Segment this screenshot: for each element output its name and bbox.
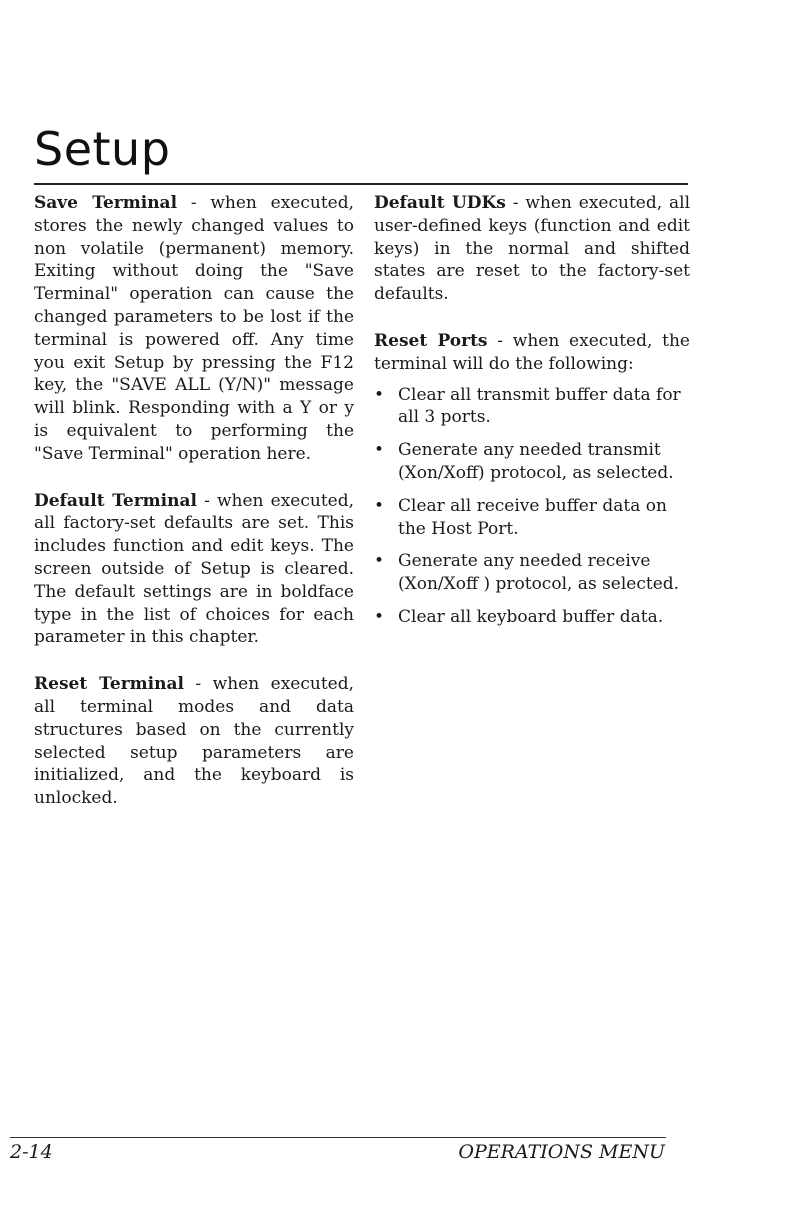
reset-ports-term: Reset Ports xyxy=(374,330,488,351)
title-rule xyxy=(34,183,688,185)
list-item-text: Clear all receive buffer data on the Host Port. xyxy=(398,495,667,539)
left-column xyxy=(34,192,354,810)
page-number: 2-14 xyxy=(10,1141,53,1163)
bullet-icon: • xyxy=(374,606,385,627)
section-name: OPERATIONS MENU xyxy=(458,1141,665,1163)
bullet-icon: • xyxy=(374,440,385,461)
save-terminal-paragraph xyxy=(34,192,354,466)
reset-terminal-term: Reset Terminal xyxy=(34,674,184,695)
bullet-icon: • xyxy=(374,495,385,516)
list-item xyxy=(374,550,690,596)
right-column xyxy=(374,192,690,639)
list-item-text: Generate any needed receive (Xon/Xoff ) protocol, as selected. xyxy=(398,551,680,595)
reset-terminal-paragraph xyxy=(34,673,354,810)
list-item-text: Clear all transmit buffer data for all 3 ports. xyxy=(398,384,681,428)
save-terminal-text: - when executed, stores the newly changed values to non volatile (permanent) memory. Exiting without doing the "Save Terminal" operation can cause the changed parameters to be lost if the terminal is powered off. Any time you exit Setup by pressing the F12 key, the "SAVE ALL (Y/N)" message will blink. Responding with a Y or y is equivalent to performing the "Save Terminal" operation here. xyxy=(34,193,355,464)
default-udks-paragraph xyxy=(374,192,690,306)
reset-terminal-text: - when executed, all terminal modes and data structures based on the currently selected setup parameters are initialized, and the keyboard is unlocked. xyxy=(34,674,354,809)
list-item xyxy=(374,384,690,430)
default-terminal-paragraph xyxy=(34,490,354,650)
footer-rule xyxy=(10,1137,666,1138)
save-terminal-term: Save Terminal xyxy=(34,193,178,213)
list-item-text: Generate any needed transmit (Xon/Xoff) protocol, as selected. xyxy=(398,440,674,483)
default-udks-term: Default UDKs xyxy=(374,193,506,213)
reset-ports-paragraph xyxy=(374,330,690,376)
list-item-text: Clear all keyboard buffer data. xyxy=(398,606,664,627)
bullet-icon: • xyxy=(374,384,385,405)
default-terminal-text: - when executed, all factory-set defaults are set. This includes function and edit keys. The screen outside of Setup is cleared. The default settings are in boldface type in the list of choices for each parameter in this chapter. xyxy=(34,490,354,648)
default-udks-text: - when executed, all user-defined keys (function and edit keys) in the normal and shifted states are reset to the factory-set defaults. xyxy=(374,193,691,305)
bullet-icon: • xyxy=(374,551,385,572)
default-terminal-term: Default Terminal xyxy=(34,490,197,511)
page-title: Setup xyxy=(34,122,171,176)
list-item xyxy=(374,606,690,629)
list-item xyxy=(374,439,690,485)
reset-ports-text: - when executed, the terminal will do the following: xyxy=(374,330,690,374)
list-item xyxy=(374,495,690,541)
reset-ports-list xyxy=(374,384,690,629)
